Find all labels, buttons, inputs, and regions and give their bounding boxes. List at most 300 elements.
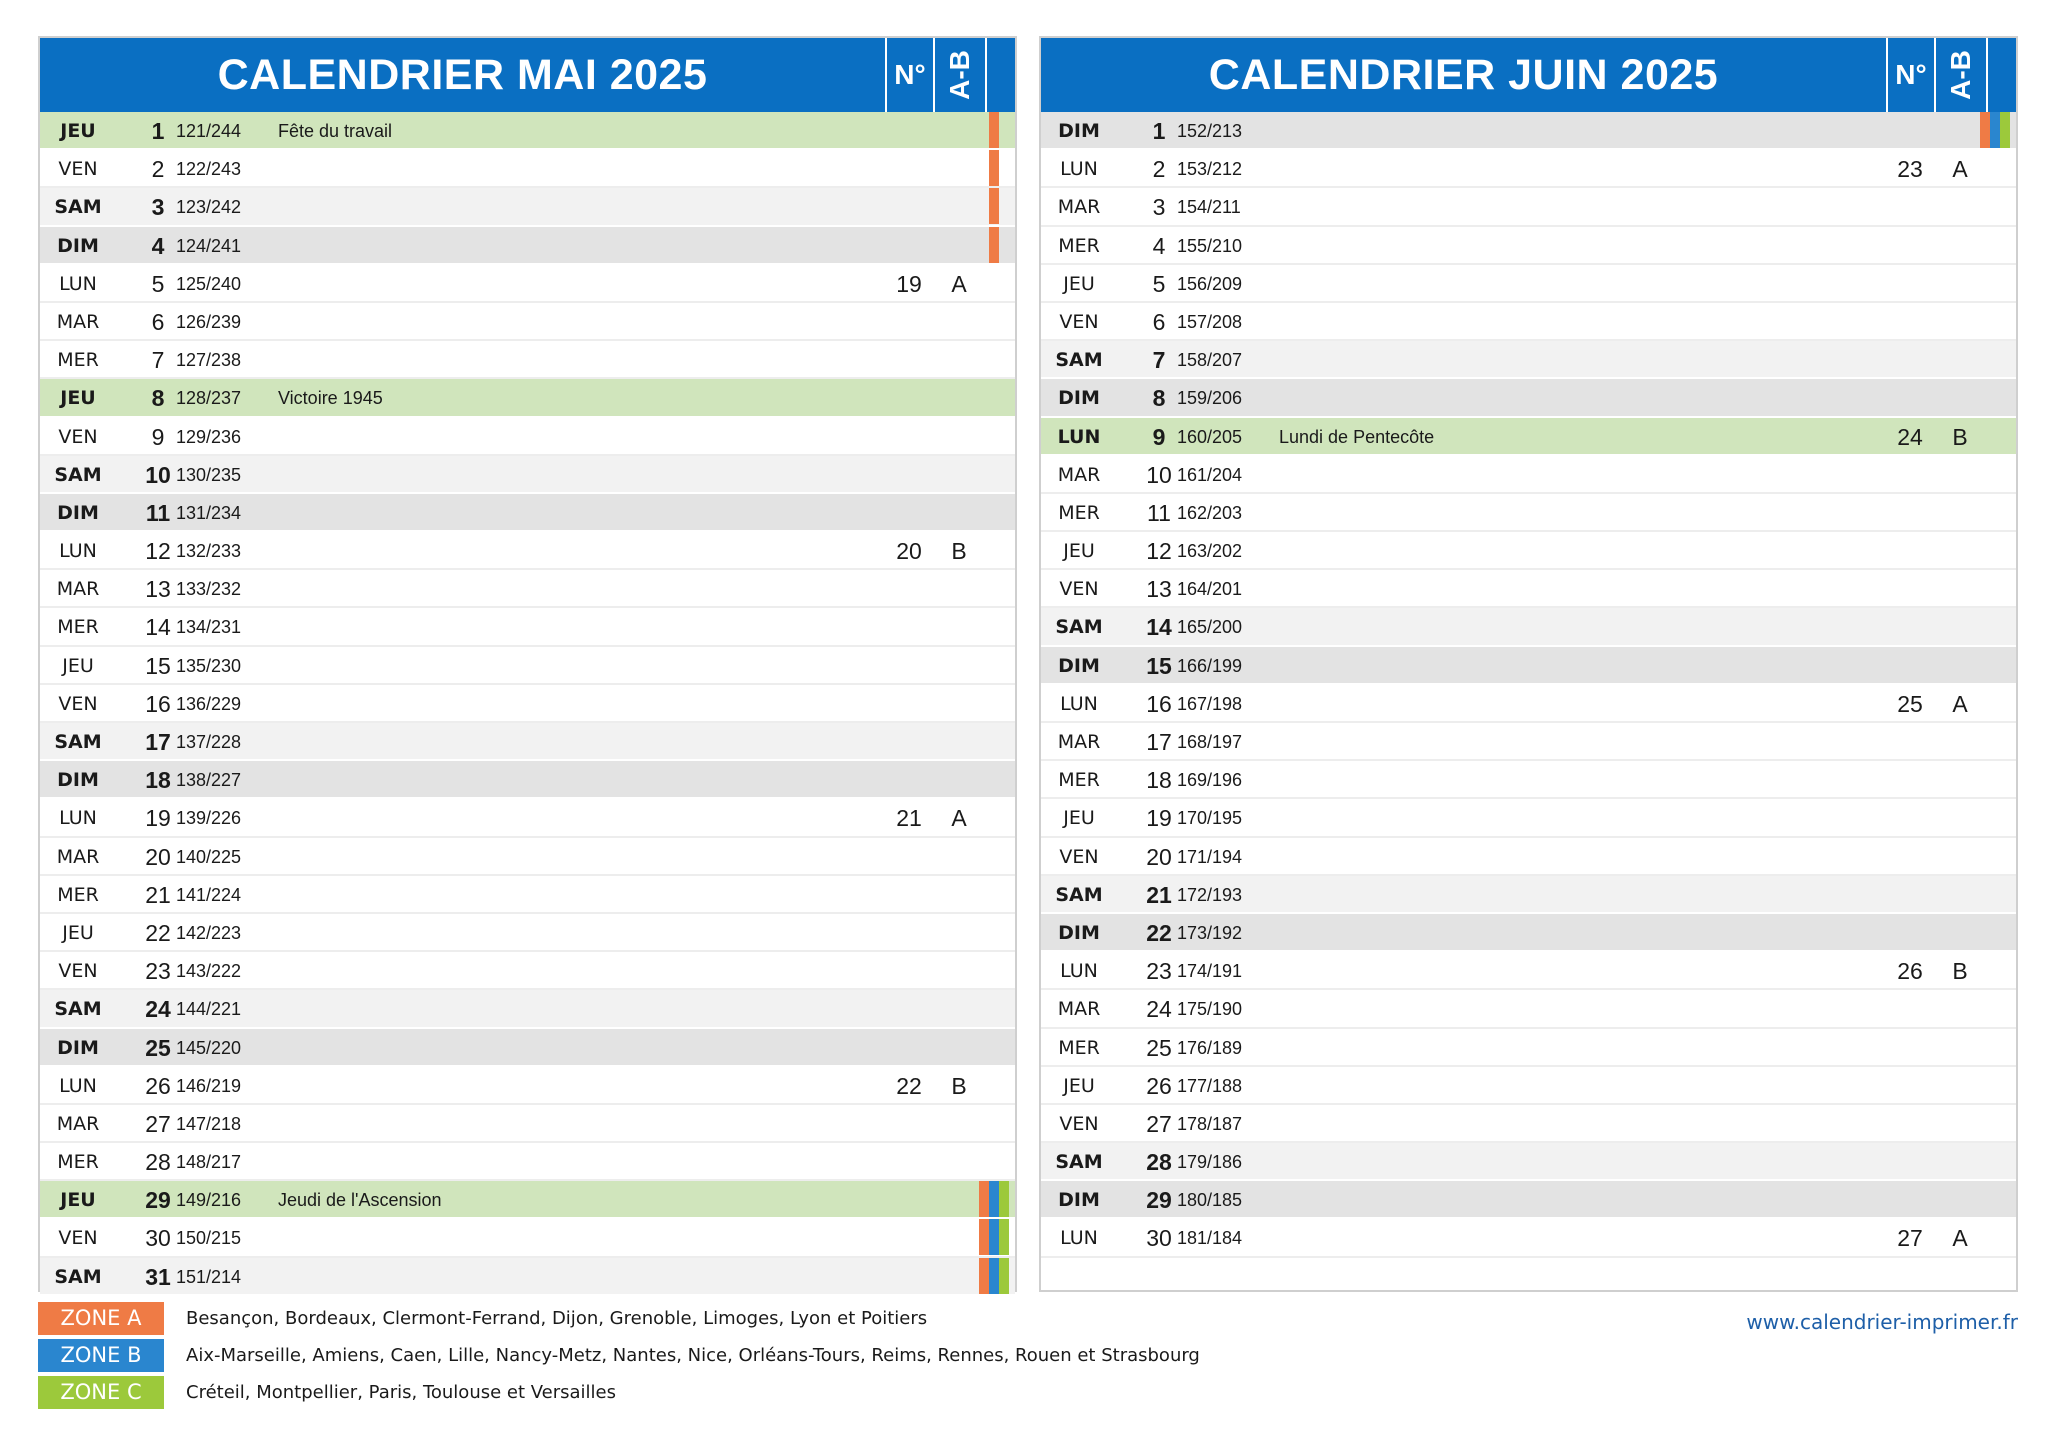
holiday-name: Lundi de Pentecôte — [1279, 426, 1435, 447]
zone-a-bar — [989, 150, 999, 186]
zone-b-bar — [989, 1219, 999, 1255]
week-ab: B — [1952, 423, 1968, 450]
day-number: 1 — [1152, 118, 1166, 144]
day-number: 10 — [1146, 461, 1172, 488]
day-number: 11 — [1147, 499, 1171, 526]
school-holiday-zones — [989, 188, 999, 224]
day-row — [40, 990, 1015, 1028]
day-number: 15 — [1146, 652, 1172, 679]
day-row — [40, 532, 1015, 570]
day-of-year: 135/230 — [176, 655, 242, 676]
day-of-year: 141/224 — [176, 884, 242, 905]
ab-header-label: A-B — [1945, 50, 1976, 100]
calendar-title: CALENDRIER MAI 2025 — [217, 51, 708, 99]
day-name: SAM — [54, 1265, 102, 1288]
day-number: 19 — [1146, 805, 1172, 832]
day-name: DIM — [1058, 120, 1100, 142]
day-name: VEN — [1059, 845, 1099, 868]
day-name: LUN — [59, 807, 97, 830]
day-row — [1041, 188, 2016, 226]
zones-header — [1986, 38, 2016, 112]
day-of-year: 129/236 — [176, 426, 242, 447]
day-number: 27 — [1146, 1110, 1172, 1137]
day-row — [1041, 456, 2016, 494]
ab-header — [933, 38, 985, 112]
day-of-year: 138/227 — [176, 770, 242, 791]
day-row — [1041, 723, 2016, 761]
holiday-name: Fête du travail — [278, 121, 393, 141]
day-row — [1041, 303, 2016, 341]
day-row — [1041, 685, 2016, 723]
day-row — [1041, 494, 2016, 532]
day-of-year: 174/191 — [1177, 961, 1243, 982]
day-name: DIM — [1058, 1189, 1100, 1212]
day-of-year: 170/195 — [1177, 808, 1243, 829]
day-number: 13 — [1146, 576, 1172, 603]
day-of-year: 139/226 — [176, 808, 242, 829]
day-name: MAR — [1057, 196, 1101, 219]
holiday-name: Jeudi de l'Ascension — [278, 1190, 442, 1211]
day-of-year: 147/218 — [176, 1113, 242, 1134]
day-number: 7 — [151, 347, 165, 374]
week-number: 19 — [896, 270, 922, 297]
week-number-header: N° — [885, 38, 933, 112]
day-of-year: 146/219 — [176, 1075, 242, 1096]
day-name: JEU — [1063, 807, 1095, 830]
day-name: SAM — [54, 463, 102, 486]
day-of-year: 163/202 — [1177, 541, 1243, 562]
day-name: JEU — [60, 120, 96, 142]
day-name: MER — [1058, 1036, 1100, 1059]
website-link[interactable]: www.calendrier-imprimer.fr — [1746, 1310, 2018, 1334]
day-row — [40, 608, 1015, 646]
day-of-year: 156/209 — [1177, 273, 1243, 294]
day-row — [40, 914, 1015, 952]
day-number: 28 — [145, 1149, 171, 1176]
zone-c-bar — [2000, 112, 2010, 148]
day-of-year: 130/235 — [176, 464, 242, 485]
day-row — [1041, 1029, 2016, 1067]
day-row — [1041, 799, 2016, 837]
day-row — [40, 838, 1015, 876]
day-name: JEU — [60, 1189, 96, 1212]
day-of-year: 137/228 — [176, 732, 242, 752]
zone-c-label: ZONE C — [38, 1376, 164, 1409]
day-of-year: 149/216 — [176, 1190, 242, 1211]
day-name: SAM — [1055, 349, 1103, 372]
day-row — [40, 799, 1015, 837]
day-number: 24 — [1146, 996, 1172, 1023]
day-of-year: 173/192 — [1177, 922, 1243, 943]
day-name: LUN — [1060, 1227, 1098, 1250]
day-number: 3 — [151, 194, 165, 221]
day-number: 12 — [1146, 538, 1172, 565]
day-of-year: 161/204 — [1177, 464, 1243, 485]
day-name: VEN — [58, 425, 98, 448]
day-row — [1041, 647, 2016, 685]
day-number: 6 — [1152, 308, 1166, 335]
day-number: 18 — [145, 767, 171, 794]
day-number: 2 — [1152, 156, 1166, 183]
zone-c-cities: Créteil, Montpellier, Paris, Toulouse et Versailles — [186, 1382, 617, 1403]
ab-header — [1934, 38, 1986, 112]
day-name: DIM — [57, 769, 99, 792]
day-row — [1041, 838, 2016, 876]
day-number: 1 — [151, 118, 165, 144]
day-of-year: 179/186 — [1177, 1152, 1243, 1173]
zone-c-bar — [999, 1219, 1009, 1255]
day-of-year: 166/199 — [1177, 655, 1243, 676]
day-of-year: 169/196 — [1177, 770, 1243, 791]
day-row — [1041, 761, 2016, 799]
day-number: 29 — [1146, 1187, 1172, 1214]
day-row — [1041, 227, 2016, 265]
day-name: LUN — [59, 540, 97, 563]
day-row — [40, 723, 1015, 761]
day-number: 18 — [1146, 767, 1172, 794]
day-of-year: 159/206 — [1177, 388, 1243, 409]
week-number: 21 — [896, 805, 922, 832]
day-number: 7 — [1152, 347, 1166, 374]
school-holiday-zones — [1980, 112, 2010, 148]
day-number: 15 — [145, 652, 171, 679]
day-name: MER — [57, 616, 99, 639]
day-row — [1041, 1105, 2016, 1143]
day-of-year: 150/215 — [176, 1228, 242, 1249]
day-row — [40, 685, 1015, 723]
week-number: 24 — [1897, 423, 1923, 450]
day-name: MER — [57, 1151, 99, 1174]
day-name: MER — [1058, 234, 1100, 257]
day-name: VEN — [58, 158, 98, 181]
day-number: 26 — [145, 1072, 171, 1099]
day-number: 8 — [151, 385, 165, 412]
day-number: 25 — [1146, 1034, 1172, 1061]
zone-a-bar — [979, 1219, 989, 1255]
day-name: LUN — [1060, 960, 1098, 983]
day-row — [1041, 608, 2016, 646]
week-number: 22 — [896, 1072, 922, 1099]
day-row — [40, 1105, 1015, 1143]
zone-b-cities: Aix-Marseille, Amiens, Caen, Lille, Nancy-Metz, Nantes, Nice, Orléans-Tours, Reims, Rennes, Rouen et Strasbourg — [186, 1345, 1200, 1366]
day-of-year: 127/238 — [176, 350, 242, 371]
day-of-year: 176/189 — [1177, 1037, 1243, 1058]
week-ab: A — [951, 805, 967, 832]
day-of-year: 171/194 — [1177, 846, 1243, 867]
day-of-year: 168/197 — [1177, 732, 1243, 752]
day-of-year: 143/222 — [176, 961, 242, 982]
zone-a-bar — [979, 1181, 989, 1217]
day-row — [1041, 570, 2016, 608]
week-ab: B — [951, 538, 967, 565]
day-row — [40, 456, 1015, 494]
week-number: 27 — [1897, 1225, 1923, 1252]
day-row — [1041, 112, 2016, 150]
day-row — [1041, 1067, 2016, 1105]
ab-header-label: A-B — [944, 50, 975, 100]
day-name: JEU — [1063, 540, 1095, 563]
day-row — [40, 1143, 1015, 1181]
day-of-year: 157/208 — [1177, 311, 1243, 332]
day-number: 22 — [1146, 919, 1172, 946]
day-name: MAR — [56, 845, 100, 868]
week-number: 26 — [1897, 958, 1923, 985]
day-name: MER — [1058, 501, 1100, 524]
day-name: LUN — [59, 272, 97, 295]
day-row — [40, 150, 1015, 188]
day-row — [40, 1219, 1015, 1257]
day-row — [40, 570, 1015, 608]
day-name: LUN — [1060, 158, 1098, 181]
zone-b-label: ZONE B — [38, 1339, 164, 1372]
day-name: MER — [1058, 769, 1100, 792]
day-name: DIM — [57, 501, 99, 524]
day-number: 17 — [145, 729, 171, 755]
day-of-year: 178/187 — [1177, 1113, 1243, 1134]
day-of-year: 155/210 — [1177, 235, 1243, 256]
day-number: 5 — [151, 270, 165, 297]
day-of-year: 175/190 — [1177, 999, 1243, 1020]
calendar-may — [38, 36, 1017, 1292]
day-row — [40, 341, 1015, 379]
week-ab: A — [1952, 1225, 1968, 1252]
zone-a-bar — [989, 227, 999, 263]
day-name: SAM — [1055, 883, 1103, 906]
school-holiday-zones — [979, 1219, 1009, 1255]
day-name: LUN — [59, 1074, 97, 1097]
day-of-year: 162/203 — [1177, 502, 1243, 523]
day-name: DIM — [57, 1036, 99, 1059]
day-row — [1041, 418, 2016, 456]
day-of-year: 148/217 — [176, 1152, 242, 1173]
day-rows — [1041, 112, 2016, 1258]
zone-c-bar — [999, 1258, 1009, 1294]
day-name: DIM — [1058, 654, 1100, 677]
day-of-year: 158/207 — [1177, 350, 1243, 371]
day-of-year: 121/244 — [176, 121, 242, 141]
day-of-year: 132/233 — [176, 541, 242, 562]
day-name: DIM — [57, 234, 99, 257]
day-name: VEN — [58, 960, 98, 983]
day-row — [1041, 379, 2016, 417]
day-name: JEU — [60, 387, 96, 410]
day-row — [40, 265, 1015, 303]
week-number: 25 — [1897, 690, 1923, 717]
day-row — [40, 494, 1015, 532]
zone-a-label: ZONE A — [38, 1302, 164, 1335]
day-number: 5 — [1152, 270, 1166, 297]
zone-a-bar — [989, 112, 999, 148]
day-number: 12 — [145, 538, 171, 565]
day-name: SAM — [54, 731, 102, 753]
day-of-year: 128/237 — [176, 388, 242, 409]
day-name: JEU — [1063, 272, 1095, 295]
day-row — [40, 1258, 1015, 1296]
day-row — [1041, 1181, 2016, 1219]
day-number: 20 — [145, 843, 171, 870]
day-number: 28 — [1146, 1149, 1172, 1176]
school-holiday-zones — [979, 1181, 1009, 1217]
day-name: SAM — [1055, 616, 1103, 639]
day-name: JEU — [1063, 1074, 1095, 1097]
day-name: SAM — [54, 998, 102, 1021]
day-number: 29 — [145, 1187, 171, 1214]
school-holiday-zones — [989, 227, 999, 263]
calendar-header — [40, 38, 1015, 112]
calendar-title: CALENDRIER JUIN 2025 — [1208, 51, 1719, 99]
day-row — [40, 761, 1015, 799]
day-name: VEN — [58, 692, 98, 715]
day-of-year: 122/243 — [176, 159, 242, 180]
day-number: 9 — [1152, 423, 1166, 450]
day-name: MER — [57, 883, 99, 906]
zones-header — [985, 38, 1015, 112]
day-name: JEU — [62, 921, 94, 944]
zone-a-cities: Besançon, Bordeaux, Clermont-Ferrand, Dijon, Grenoble, Limoges, Lyon et Poitiers — [186, 1308, 928, 1329]
day-number: 2 — [151, 156, 165, 183]
week-number: 20 — [896, 538, 922, 565]
day-name: MAR — [56, 1112, 100, 1135]
day-name: VEN — [1059, 1112, 1099, 1135]
week-ab: A — [1952, 156, 1968, 183]
day-row — [1041, 341, 2016, 379]
week-number: 23 — [1897, 156, 1923, 183]
day-rows — [40, 112, 1015, 1296]
day-row — [40, 418, 1015, 456]
day-of-year: 145/220 — [176, 1037, 242, 1058]
day-name: MAR — [56, 310, 100, 333]
day-of-year: 140/225 — [176, 846, 242, 867]
day-row — [40, 227, 1015, 265]
day-name: DIM — [1058, 387, 1100, 410]
day-number: 26 — [1146, 1072, 1172, 1099]
calendar-header — [1041, 38, 2016, 112]
day-number: 14 — [145, 614, 171, 641]
day-number: 30 — [1146, 1225, 1172, 1252]
week-ab: B — [951, 1072, 967, 1099]
day-number: 24 — [145, 996, 171, 1023]
day-row — [40, 1067, 1015, 1105]
day-row — [40, 1029, 1015, 1067]
day-row — [40, 647, 1015, 685]
day-name: MAR — [1057, 731, 1101, 753]
day-number: 6 — [151, 308, 165, 335]
day-of-year: 142/223 — [176, 922, 242, 943]
day-name: LUN — [1060, 692, 1098, 715]
day-row — [1041, 150, 2016, 188]
zone-a-bar — [1980, 112, 1990, 148]
day-number: 4 — [151, 232, 165, 259]
day-of-year: 167/198 — [1177, 693, 1243, 714]
day-number: 21 — [145, 881, 171, 908]
day-of-year: 172/193 — [1177, 884, 1243, 905]
zone-b-bar — [1990, 112, 2000, 148]
school-holiday-zones — [989, 150, 999, 186]
day-row — [40, 303, 1015, 341]
day-of-year: 131/234 — [176, 502, 242, 523]
day-name: DIM — [1058, 921, 1100, 944]
day-name: SAM — [54, 196, 102, 219]
zone-b-bar — [989, 1181, 999, 1217]
week-ab: A — [951, 270, 967, 297]
day-row — [1041, 914, 2016, 952]
day-row — [40, 112, 1015, 150]
day-row — [1041, 990, 2016, 1028]
day-number: 21 — [1146, 881, 1172, 908]
day-row — [1041, 532, 2016, 570]
day-number: 13 — [145, 576, 171, 603]
day-number: 22 — [145, 919, 171, 946]
day-number: 19 — [145, 805, 171, 832]
week-number-header: N° — [1886, 38, 1934, 112]
day-of-year: 154/211 — [1177, 197, 1241, 218]
day-number: 10 — [145, 461, 171, 488]
day-number: 17 — [1146, 729, 1172, 755]
day-number: 9 — [151, 423, 165, 450]
day-name: MAR — [1057, 998, 1101, 1021]
day-row — [1041, 876, 2016, 914]
day-number: 16 — [1146, 690, 1172, 717]
zone-c-bar — [999, 1181, 1009, 1217]
day-number: 23 — [145, 958, 171, 985]
day-row — [40, 188, 1015, 226]
day-of-year: 126/239 — [176, 311, 242, 332]
school-holiday-zones — [979, 1258, 1009, 1294]
day-name: VEN — [1059, 310, 1099, 333]
day-number: 14 — [1146, 614, 1172, 641]
day-row — [1041, 952, 2016, 990]
zone-a-bar — [979, 1258, 989, 1294]
day-of-year: 134/231 — [176, 617, 242, 638]
zone-b-bar — [989, 1258, 999, 1294]
holiday-name: Victoire 1945 — [278, 388, 383, 409]
day-number: 20 — [1146, 843, 1172, 870]
week-ab: A — [1952, 690, 1968, 717]
day-name: SAM — [1055, 1151, 1103, 1174]
day-of-year: 124/241 — [176, 235, 242, 256]
day-number: 8 — [1152, 385, 1166, 412]
day-number: 4 — [1152, 232, 1166, 259]
day-of-year: 152/213 — [1177, 121, 1243, 141]
calendar-june — [1039, 36, 2018, 1292]
day-row — [1041, 1219, 2016, 1257]
day-of-year: 133/232 — [176, 579, 242, 600]
day-row — [40, 379, 1015, 417]
day-name: JEU — [62, 654, 94, 677]
day-name: VEN — [1059, 578, 1099, 601]
day-name: LUN — [1057, 425, 1101, 448]
day-number: 31 — [145, 1263, 171, 1290]
day-of-year: 177/188 — [1177, 1075, 1243, 1096]
day-number: 11 — [145, 499, 171, 526]
day-row — [40, 1181, 1015, 1219]
day-name: MER — [57, 349, 99, 372]
school-holiday-zones — [989, 112, 999, 148]
day-of-year: 165/200 — [1177, 617, 1243, 638]
day-number: 27 — [145, 1110, 171, 1137]
day-name: VEN — [58, 1227, 98, 1250]
day-of-year: 181/184 — [1177, 1228, 1243, 1249]
zone-a-bar — [989, 188, 999, 224]
day-number: 3 — [1152, 194, 1166, 221]
day-name: MAR — [1057, 463, 1101, 486]
day-row — [1041, 265, 2016, 303]
day-of-year: 164/201 — [1177, 579, 1243, 600]
day-of-year: 123/242 — [176, 197, 242, 218]
day-row — [40, 952, 1015, 990]
week-ab: B — [1952, 958, 1968, 985]
day-of-year: 136/229 — [176, 693, 242, 714]
